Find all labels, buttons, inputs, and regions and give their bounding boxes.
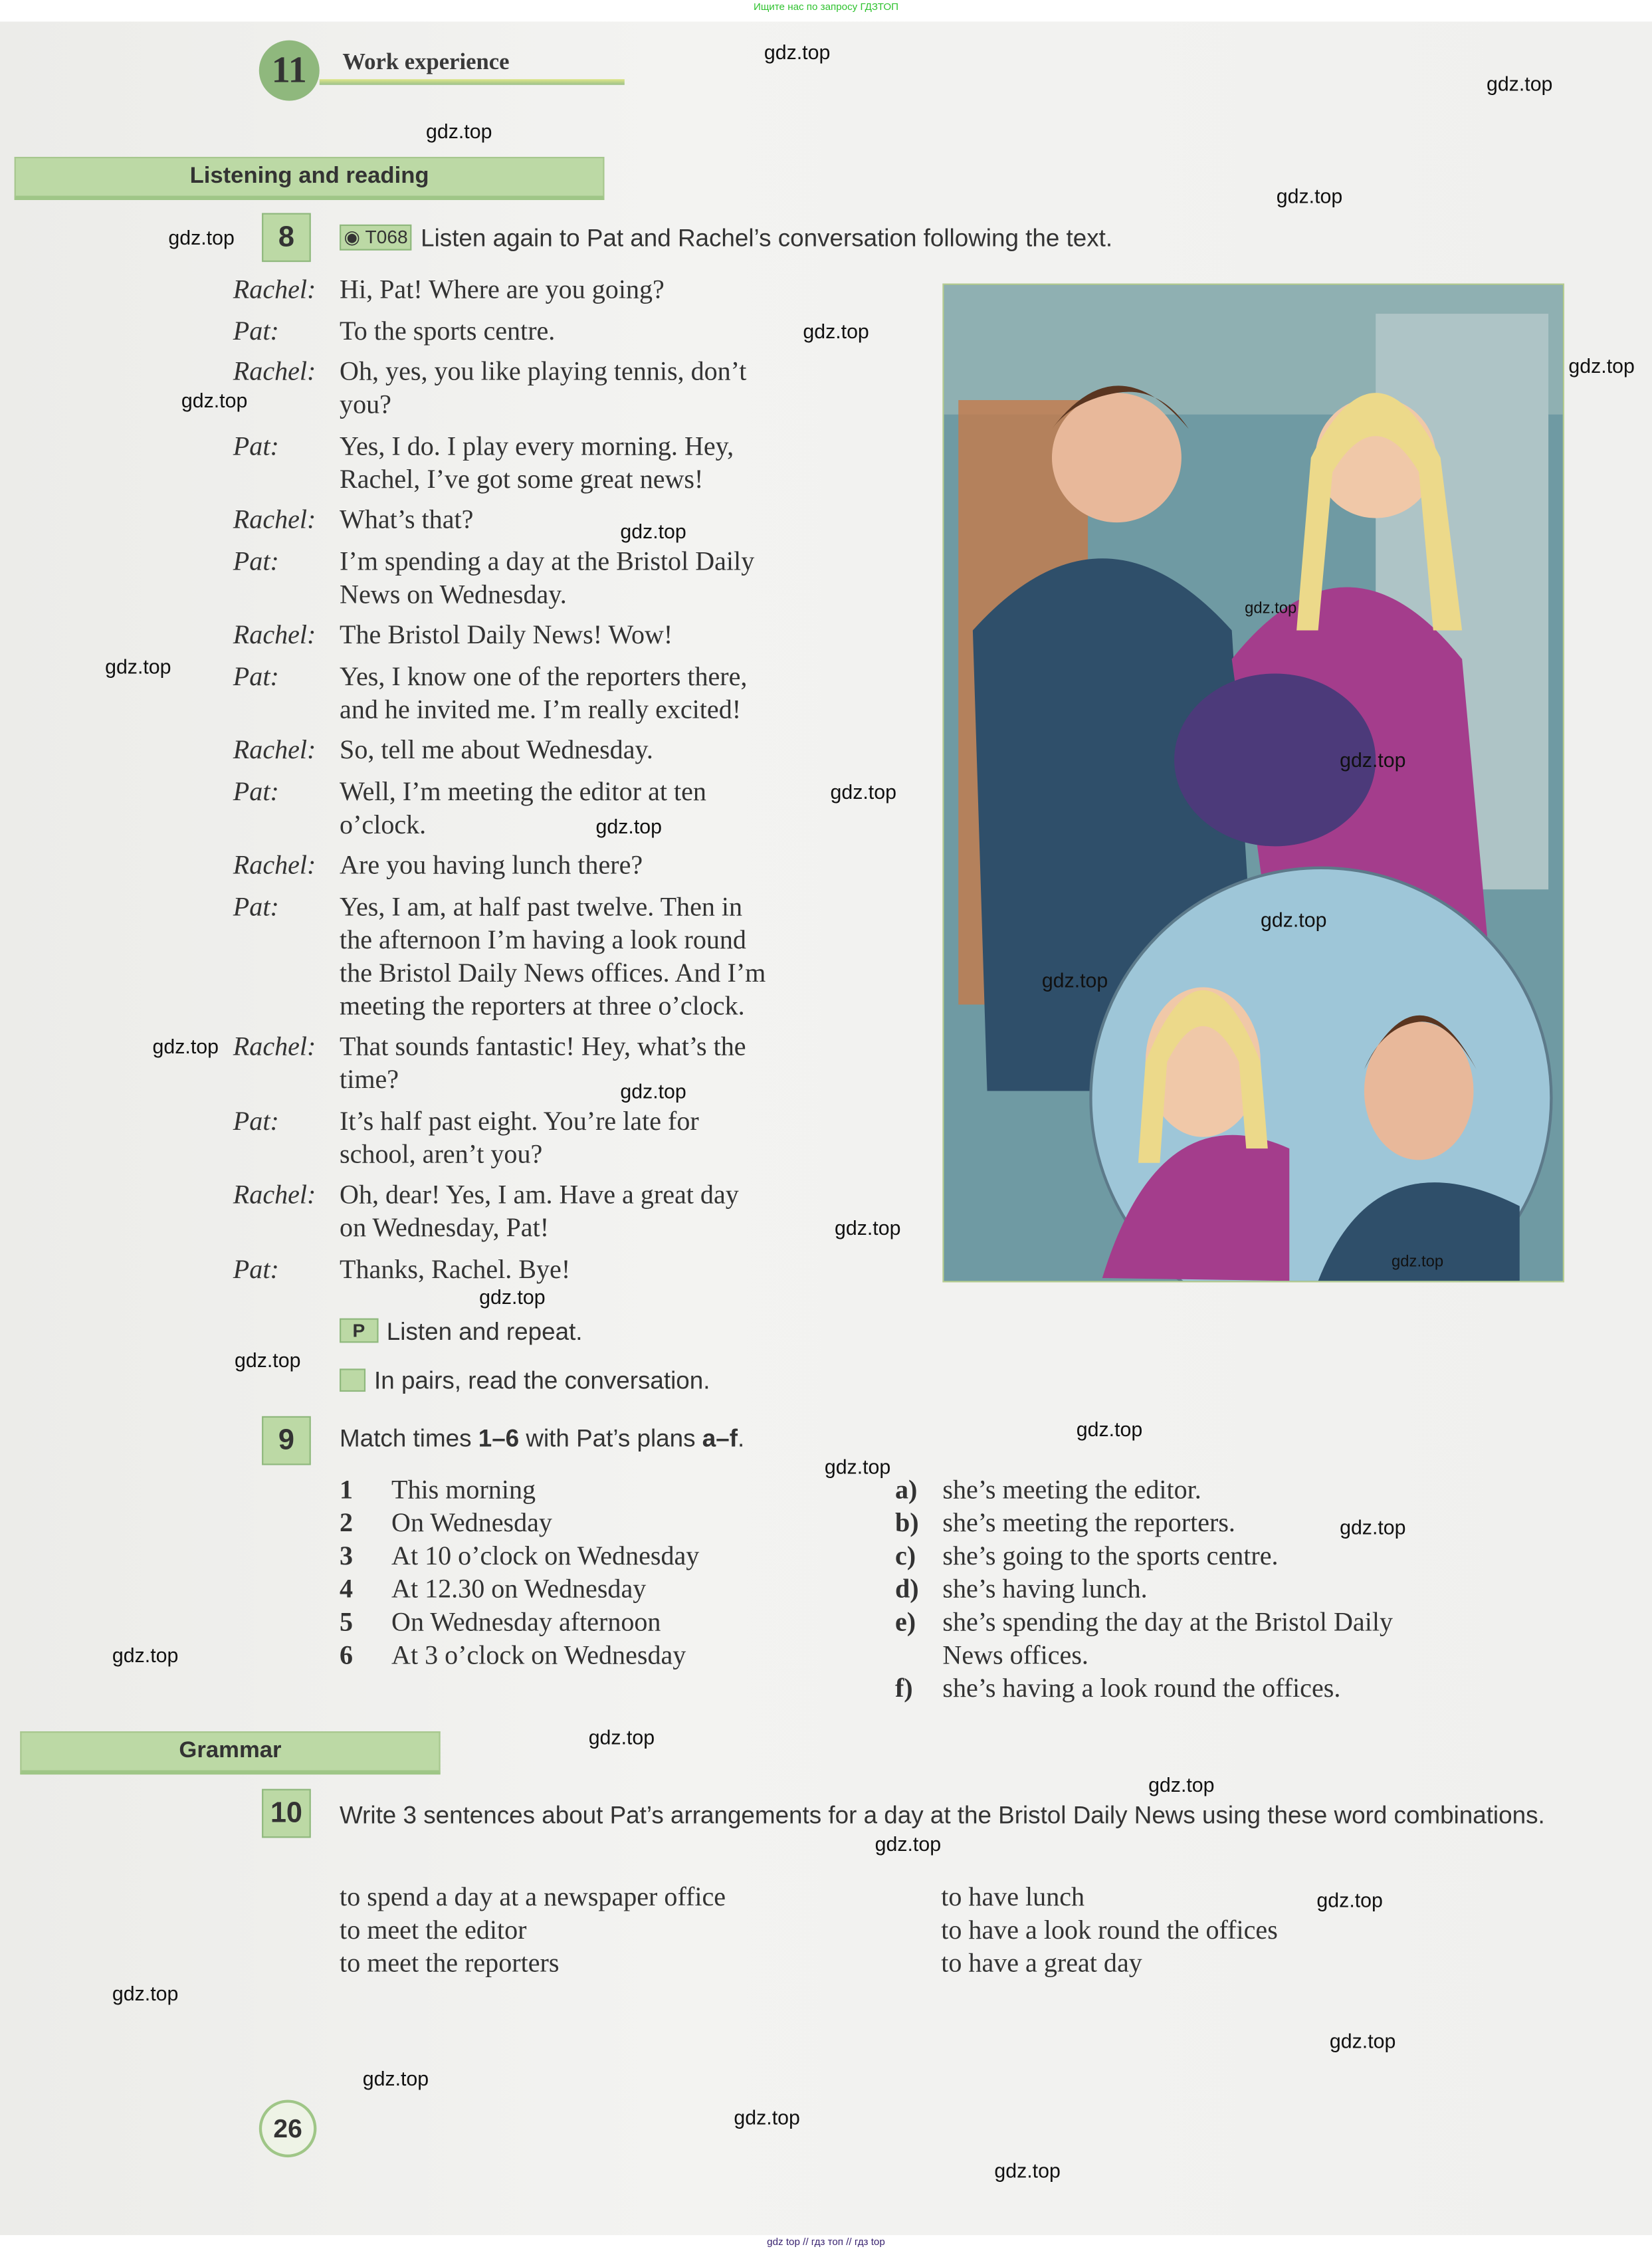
unit-title: Work experience [342,50,510,75]
time-item [340,1508,699,1541]
pairs-task [340,1367,710,1396]
exercise-9-instruction [340,1425,744,1453]
item-text: she’s having a look round the offices. [942,1675,1341,1704]
watermark: gdz.top [588,1725,655,1749]
audio-track-badge[interactable] [340,225,412,251]
line-text: What’s that? [340,506,474,536]
watermark: gdz.top [1148,1773,1215,1796]
line-text: Oh, dear! Yes, I am. Have a great day on Wednesday, Pat! [340,1181,739,1243]
watermark: gdz.top [620,1079,686,1103]
watermark: gdz.top [620,519,686,543]
word-combinations-left [340,1882,726,1981]
item-letter: d) [894,1576,919,1605]
dialogue-line [233,1032,910,1099]
watermark: gdz.top [152,1034,219,1058]
line-text: Hi, Pat! Where are you going? [340,276,665,306]
watermark: gdz.top [1340,748,1406,772]
line-text: The Bristol Daily News! Wow! [340,621,673,651]
instr-range-times: 1–6 [478,1424,520,1452]
watermark: gdz.top [824,1455,891,1478]
section-grammar: Grammar [20,1731,440,1774]
instr-part: . [737,1424,745,1452]
exercise-10-instruction: Write 3 sentences about Pat’s arrangements for a day at the Bristol Daily News using these word combinations. [340,1802,1545,1830]
speaker: Pat: [233,547,279,577]
dialogue-line [233,357,910,423]
watermark: gdz.top [112,1981,179,2005]
line-text: So, tell me about Wednesday. [340,736,653,766]
listen-repeat-text: Listen and repeat. [386,1318,583,1346]
instruction-text: Listen again to Pat and Rachel’s conversation following the text. [421,224,1113,252]
item-text: At 10 o’clock on Wednesday [391,1543,700,1572]
speaker: Pat: [233,432,279,462]
watermark: gdz.top [803,319,869,343]
plans-list [895,1475,1528,1707]
word-combination: to spend a day at a newspaper office [340,1883,726,1913]
line-text: Yes, I am, at half past twelve. Then in the afternoon I’m having a look round the Bristol Daily News offices. And I’m meeting the reporters at three o’clock. [340,893,766,1021]
watermark: gdz.top [830,780,896,804]
line-text: Yes, I do. I play every morning. Hey, Rachel, I’ve got some great news! [340,432,734,494]
dialogue-line [233,851,910,884]
dialogue-line [233,892,910,1024]
time-item [340,1475,699,1509]
word-combination: to meet the reporters [340,1950,560,1979]
speaker: Rachel: [233,1181,316,1211]
dialogue-line [233,661,910,728]
plan-item [895,1673,1528,1707]
plan-item [895,1475,1528,1509]
item-text: At 3 o’clock on Wednesday [391,1642,686,1671]
item-text: At 12.30 on Wednesday [391,1576,647,1605]
instr-range-plans: a–f [702,1424,738,1452]
item-number: 4 [340,1576,354,1605]
word-combination: to meet the editor [340,1917,527,1946]
item-number: 2 [340,1509,354,1539]
watermark: gdz.top [362,2066,429,2090]
watermark: gdz.top [1260,908,1327,932]
watermark: gdz.top [834,1216,901,1239]
watermark: gdz.top [595,814,662,838]
watermark: gdz.top [1568,354,1635,377]
p-badge: P [340,1319,378,1343]
watermark: gdz.top [734,2105,800,2129]
speaker: Pat: [233,1255,279,1285]
watermark: gdz.top [1041,968,1108,992]
dialogue-line [233,546,910,613]
line-text: Oh, yes, you like playing tennis, don’t you? [340,358,747,421]
line-text: That sounds fantastic! Hey, what’s the time? [340,1033,746,1095]
speaker: Pat: [233,1107,279,1136]
dialogue-line [233,1180,910,1247]
time-item [340,1541,699,1574]
line-text: I’m spending a day at the Bristol Daily News on Wednesday. [340,547,755,610]
watermark: gdz.top [1316,1888,1383,1911]
watermark: gdz.top [112,1644,179,1667]
watermark: gdz.top [875,1832,942,1856]
illustration-drawing [944,285,1563,1281]
speaker: Rachel: [233,1033,316,1063]
watermark: gdz.top [168,225,235,249]
item-text: she’s meeting the reporters. [942,1509,1235,1539]
line-text: Thanks, Rachel. Bye! [340,1255,571,1285]
speaker: Rachel: [233,276,316,306]
word-combination: to have a look round the offices [941,1917,1278,1946]
watermark: gdz.top [1276,184,1343,207]
watermark: gdz.top [1329,2029,1396,2053]
item-text: she’s going to the sports centre. [942,1543,1279,1572]
speaker: Pat: [233,663,279,692]
speaker: Rachel: [233,621,316,651]
listen-repeat [340,1319,582,1347]
unit-underline [320,79,625,85]
watermark: gdz.top [1340,1515,1406,1539]
item-number: 6 [340,1642,354,1671]
item-letter: a) [894,1476,918,1506]
watermark: gdz.top [234,1348,301,1372]
line-text: Are you having lunch there? [340,851,643,881]
bottom-banner[interactable]: gdz top // гдз топ // гдз top [767,2238,885,2248]
line-text: Yes, I know one of the reporters there, and he invited me. I’m really excited! [340,663,748,725]
speaker: Pat: [233,778,279,807]
dialogue-line [233,275,910,308]
watermark: gdz.top [764,40,831,64]
unit-number-badge: 11 [259,41,320,101]
item-text: she’s spending the day at the Bristol Daily News offices. [942,1609,1394,1671]
item-text: On Wednesday [391,1509,552,1539]
speaker: Pat: [233,893,279,922]
item-number: 3 [340,1543,354,1572]
watermark: gdz.top [1392,1253,1444,1271]
plan-item [895,1541,1528,1574]
top-banner[interactable]: Ищите нас по запросу ГДЗТОП [753,3,899,13]
illustration-pat-and-rachel [942,284,1564,1283]
pairs-text: In pairs, read the conversation. [374,1367,710,1395]
watermark: gdz.top [425,119,492,143]
watermark: gdz.top [994,2159,1061,2182]
pairs-icon [340,1368,365,1392]
exercise-10-number: 10 [262,1789,311,1838]
item-text: she’s having lunch. [942,1576,1148,1605]
dialogue-line [233,736,910,769]
time-item [340,1574,699,1608]
item-text: she’s meeting the editor. [942,1476,1201,1506]
dialogue-line [233,431,910,498]
item-text: On Wednesday afternoon [391,1609,661,1638]
dialogue-line [233,1254,910,1287]
item-text: This morning [391,1476,536,1506]
speaker: Rachel: [233,736,316,766]
instr-part: Match times [340,1424,478,1452]
exercise-8-number: 8 [262,213,311,262]
item-number: 5 [340,1609,354,1638]
line-text: It’s half past eight. You’re late for school, aren’t you? [340,1107,699,1170]
instr-part: with Pat’s plans [519,1424,702,1452]
exercise-8-instruction [340,225,1112,253]
item-letter: b) [894,1509,919,1539]
track-label: T068 [365,225,408,248]
watermark: gdz.top [105,655,171,678]
line-text: To the sports centre. [340,317,556,346]
dialogue-line [233,1106,910,1172]
time-item [340,1641,699,1674]
time-item [340,1608,699,1641]
item-letter: c) [894,1543,916,1572]
watermark: gdz.top [1076,1418,1143,1441]
item-number: 1 [340,1476,354,1506]
plan-item [895,1574,1528,1608]
dialogue-line [233,505,910,538]
dialogue-line [233,620,910,653]
speaker: Rachel: [233,358,316,387]
item-letter: f) [894,1675,913,1704]
word-combinations-right [941,1882,1278,1981]
section-listening-reading: Listening and reading [15,157,605,200]
dialogue [233,275,910,1295]
line-text: Well, I’m meeting the editor at ten o’clock. [340,778,706,840]
watermark: gdz.top [181,388,248,412]
exercise-9-number: 9 [262,1416,311,1465]
word-combination: to have lunch [941,1883,1085,1913]
item-letter: e) [894,1609,916,1638]
speaker: Pat: [233,317,279,346]
dialogue-line [233,776,910,843]
plan-item [895,1508,1528,1541]
speaker: Rachel: [233,506,316,536]
word-combination: to have a great day [941,1950,1142,1979]
page-number: 26 [259,2099,317,2157]
speaker: Rachel: [233,851,316,881]
watermark: gdz.top [479,1285,546,1309]
watermark: gdz.top [1486,72,1553,95]
watermark: gdz.top [1245,600,1297,617]
times-list [340,1475,699,1674]
audio-disc-icon: ◉ [344,225,361,248]
plan-item [895,1608,1528,1674]
